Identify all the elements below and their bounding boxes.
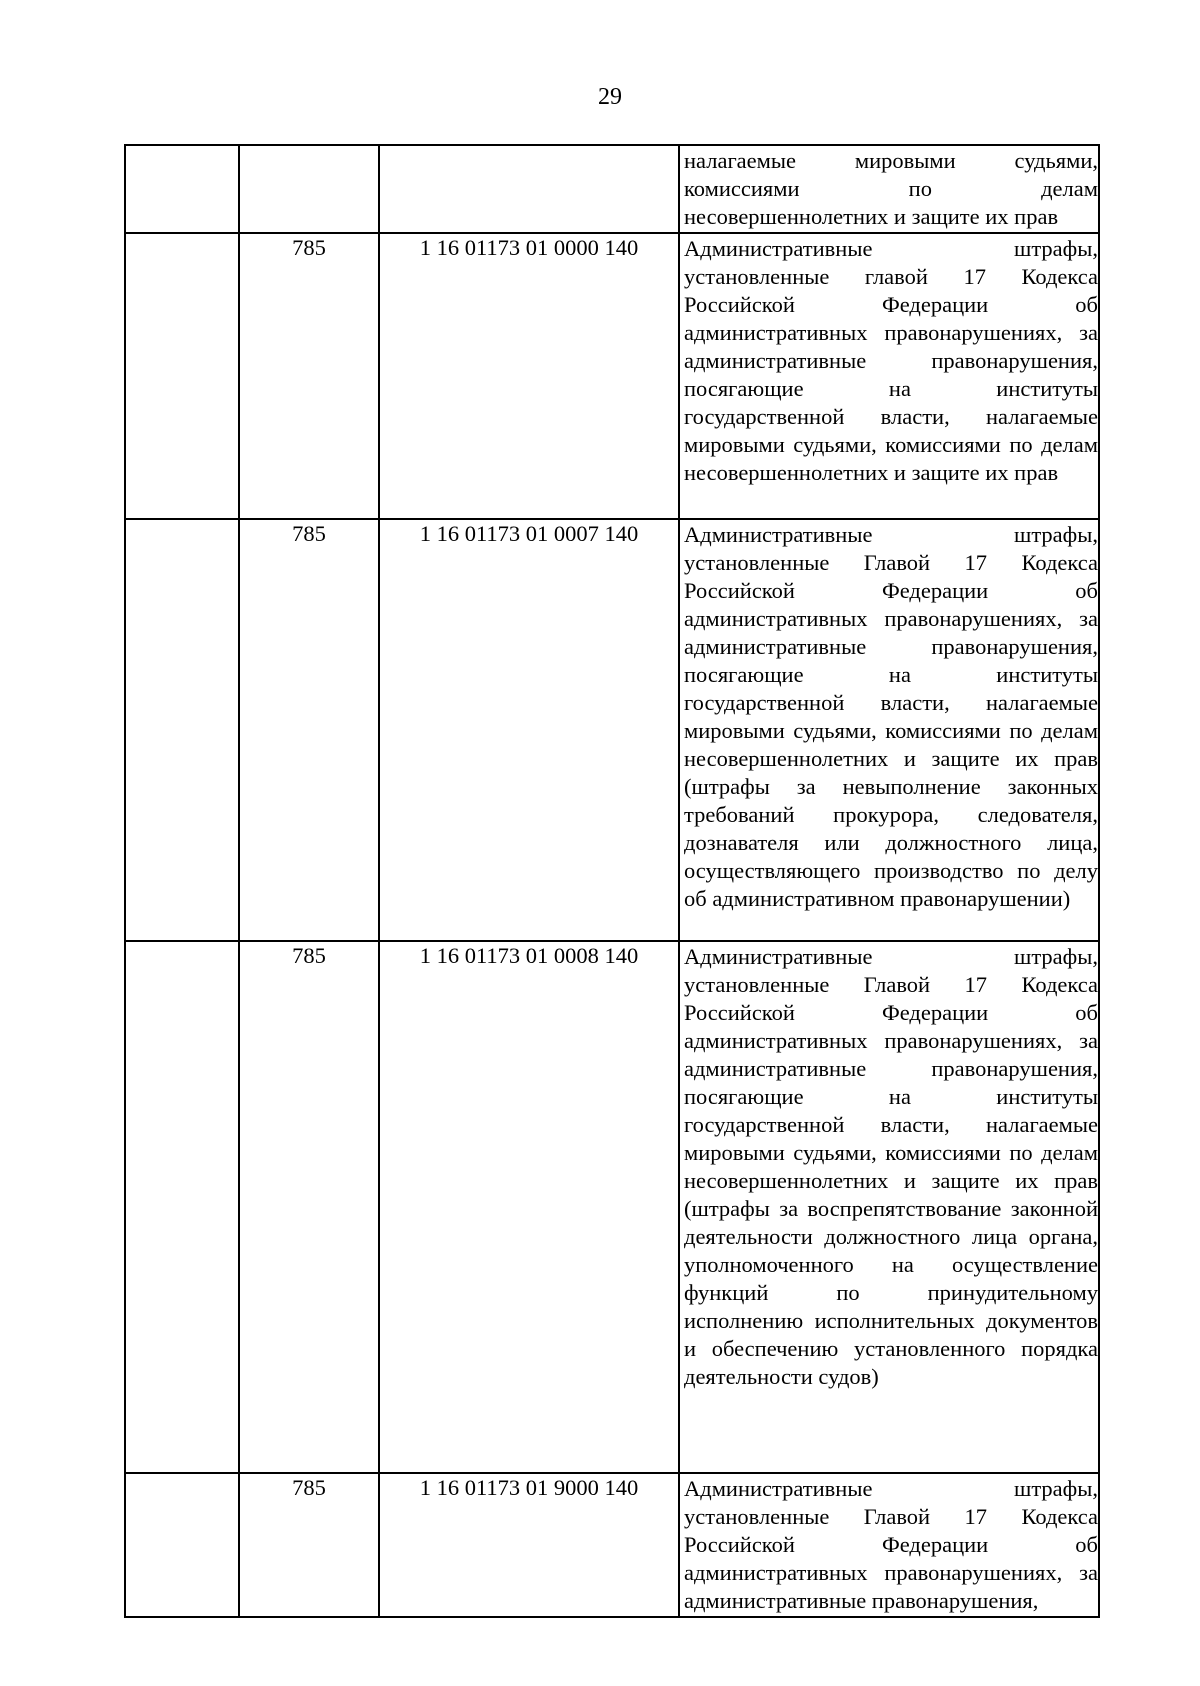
page-number: 29 (598, 84, 622, 110)
admin-code-cell: 785 (239, 941, 379, 1473)
description-cell: Административные штрафы, установленные Главой 17 Кодекса Российской Федерации об административных правонарушениях, за административные правонарушения, (679, 1473, 1099, 1617)
table-row (125, 941, 1099, 1473)
table-row (125, 233, 1099, 519)
kbk-code-cell: 1 16 01173 01 0008 140 (379, 941, 679, 1473)
kbk-code-cell: 1 16 01173 01 9000 140 (379, 1473, 679, 1617)
description-cell: налагаемые мировыми судьями, комиссиями по делам несовершеннолетних и защите их прав (679, 145, 1099, 233)
description-cell: Административные штрафы, установленные Главой 17 Кодекса Российской Федерации об административных правонарушениях, за административные правонарушения, посягающие на институты государственной власти, налагаемые мировыми судьями, комиссиями по делам несовершеннолетних и защите их прав (штрафы за невыполнение законных требований прокурора, следователя, дознавателя или должностного лица, осуществляющего производство по делу об административном правонарушении) (679, 519, 1099, 941)
description-cell: Административные штрафы, установленные главой 17 Кодекса Российской Федерации об административных правонарушениях, за административные правонарушения, посягающие на институты государственной власти, налагаемые мировыми судьями, комиссиями по делам несовершеннолетних и защите их прав (679, 233, 1099, 519)
kbk-code-cell: 1 16 01173 01 0007 140 (379, 519, 679, 941)
blank-cell (125, 519, 239, 941)
admin-code-cell: 785 (239, 519, 379, 941)
budget-codes-table (124, 144, 1100, 1618)
admin-code-cell: 785 (239, 1473, 379, 1617)
blank-cell (125, 1473, 239, 1617)
blank-cell (125, 941, 239, 1473)
description-cell: Административные штрафы, установленные Главой 17 Кодекса Российской Федерации об административных правонарушениях, за административные правонарушения, посягающие на институты государственной власти, налагаемые мировыми судьями, комиссиями по делам несовершеннолетних и защите их прав (штрафы за воспрепятствование законной деятельности должностного лица органа, уполномоченного на осуществление функций по принудительному исполнению исполнительных документов и обеспечению установленного порядка деятельности судов) (679, 941, 1099, 1473)
kbk-code-cell: 1 16 01173 01 0000 140 (379, 233, 679, 519)
table-row (125, 1473, 1099, 1617)
table-row (125, 145, 1099, 233)
admin-code-cell: 785 (239, 233, 379, 519)
table-row (125, 519, 1099, 941)
blank-cell (125, 233, 239, 519)
blank-cell (125, 145, 239, 233)
admin-code-cell (239, 145, 379, 233)
kbk-code-cell (379, 145, 679, 233)
